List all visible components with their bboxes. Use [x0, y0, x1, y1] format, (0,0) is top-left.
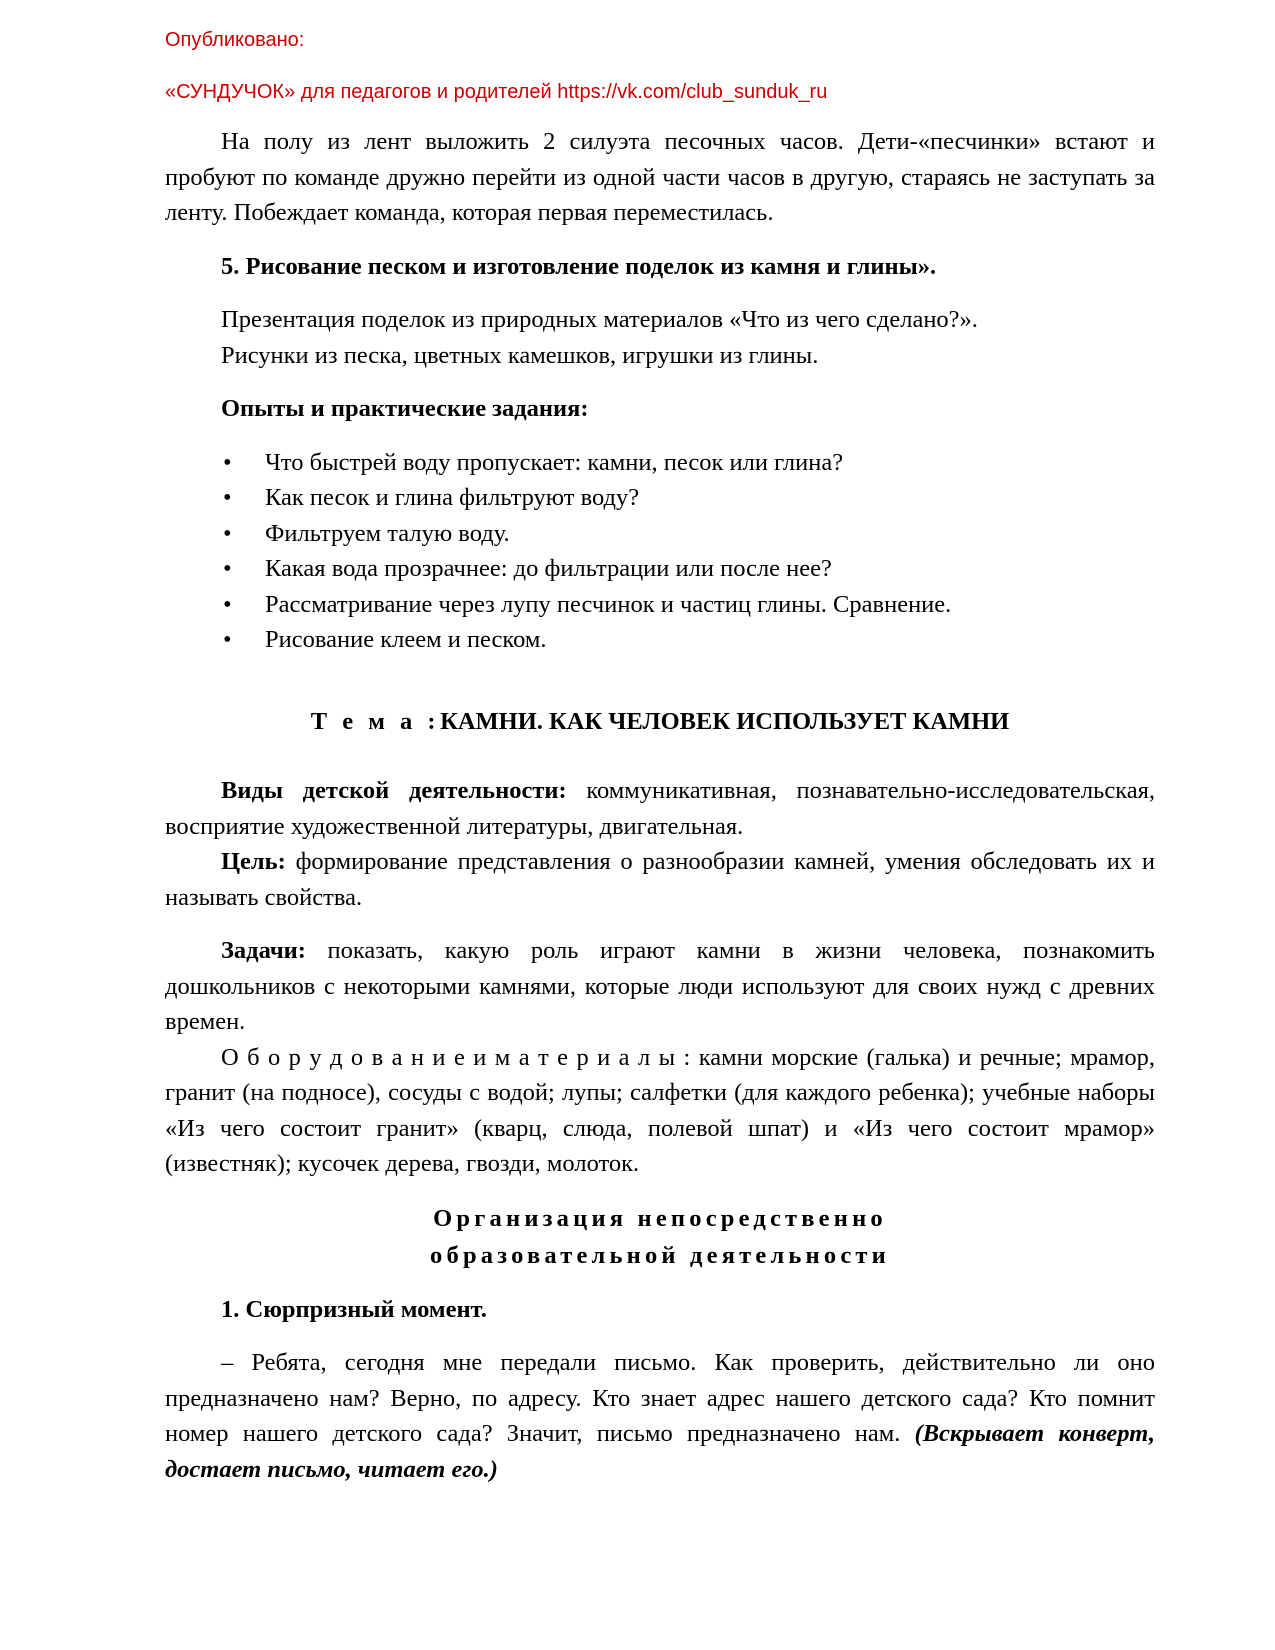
spacer — [165, 284, 1155, 302]
experiments-heading: Опыты и практические задания: — [221, 395, 589, 422]
list-item-label: Как песок и глина фильтруют воду? — [265, 484, 640, 511]
step-1-heading: 1. Сюрпризный момент. — [221, 1295, 487, 1323]
equipment-label: О б о р у д о в а н и е и м а т е р и а л ы : — [221, 1043, 691, 1071]
goal-paragraph — [165, 844, 1155, 915]
equipment-text: камни морские (галька) и речные; мрамор, гранит (на подносе), сосуды с водой; лупы; салфетки (для каждого ребенка); учебные наборы «Из чего состоит гранит» (кварц, слюда, полевой шпат) и «Из чего состоит мрамор» (известняк); кусочек дерева, гвозди, молоток. — [165, 1043, 1155, 1177]
bullet-icon: • — [223, 519, 232, 547]
list-item — [165, 445, 1155, 481]
spacer — [165, 739, 1155, 773]
theme-title: КАМНИ. КАК ЧЕЛОВЕК ИСПОЛЬЗУЕТ КАМНИ — [440, 707, 1010, 735]
spacer — [165, 1327, 1155, 1345]
section-5-heading: 5. Рисование песком и изготовление поделок из камня и глины». — [221, 252, 937, 280]
theme-heading — [165, 704, 1155, 740]
drawings-paragraph: Рисунки из песка, цветных камешков, игрушки из глины. — [221, 341, 819, 369]
spacer — [165, 1274, 1155, 1292]
spacer — [165, 427, 1155, 445]
objectives-paragraph — [165, 933, 1155, 1040]
list-item-label: Рассматривание через лупу песчинок и частиц глины. Сравнение. — [265, 590, 952, 618]
list-item — [165, 587, 1155, 623]
list-item — [165, 480, 1155, 516]
bullet-icon: • — [223, 590, 232, 618]
experiments-list — [165, 445, 1155, 658]
presentation-paragraph: Презентация поделок из природных материалов «Что из чего сделано?». — [221, 306, 978, 333]
spacer — [165, 915, 1155, 933]
spacer — [165, 373, 1155, 391]
bullet-icon: • — [223, 555, 232, 582]
bullet-icon: • — [223, 448, 232, 476]
list-item — [165, 551, 1155, 587]
spacer — [165, 658, 1155, 704]
goal-label: Цель: — [221, 848, 286, 875]
theme-label: Т е м а : — [310, 707, 441, 735]
equipment-paragraph — [165, 1040, 1155, 1182]
list-item — [165, 622, 1155, 658]
list-item-label: Рисование клеем и песком. — [265, 626, 547, 653]
publication-header — [165, 30, 1155, 102]
step-1-paragraph — [165, 1345, 1155, 1487]
step-1-text: – Ребята, сегодня мне передали письмо. Как проверить, действительно ли оно предназначено нам? Верно, по адресу. Кто знает адрес нашего детского сада? Кто помнит номер нашего детского сада? Значит, письмо предназначено нам. — [165, 1349, 1155, 1447]
document-body — [165, 124, 1155, 1487]
activity-types-paragraph — [165, 773, 1155, 844]
bullet-icon: • — [223, 484, 232, 511]
publication-source-link[interactable]: «СУНДУЧОК» для педагогов и родителей https://vk.com/club_sunduk_ru — [165, 81, 828, 103]
list-item-label: Какая вода прозрачнее: до фильтрации или после нее? — [265, 555, 832, 582]
intro-paragraph: На полу из лент выложить 2 силуэта песочных часов. Дети-«песчинки» встают и пробуют по команде дружно перейти из одной части часов в другую, стараясь не заступать за ленту. Побеждает команда, которая первая переместилась. — [165, 128, 1155, 226]
activity-types-label: Виды детской деятельности: — [221, 777, 567, 804]
goal-text: формирование представления о разнообразии камней, умения обследовать их и называть свойства. — [165, 848, 1155, 911]
organization-heading-line2: образовательной деятельности — [430, 1241, 890, 1269]
list-item — [165, 516, 1155, 552]
published-label: Опубликовано: — [165, 29, 305, 51]
stage-direction: (Вскрывает конверт, достает письмо, читает его.) — [165, 1420, 1155, 1483]
list-item-label: Фильтруем талую воду. — [265, 519, 510, 547]
spacer — [165, 231, 1155, 249]
list-item-label: Что быстрей воду пропускает: камни, песок или глина? — [265, 448, 844, 476]
organization-heading-line1: Организация непосредственно — [433, 1204, 887, 1232]
activity-types-text: коммуникативная, познавательно-исследовательская, восприятие художественной литературы, двигательная. — [165, 777, 1155, 840]
objectives-text: показать, какую роль играют камни в жизни человека, познакомить дошкольников с некоторыми камнями, которые люди используют для своих нужд с древних времен. — [165, 937, 1155, 1035]
spacer — [165, 1182, 1155, 1200]
objectives-label: Задачи: — [221, 937, 306, 964]
bullet-icon: • — [223, 626, 232, 653]
